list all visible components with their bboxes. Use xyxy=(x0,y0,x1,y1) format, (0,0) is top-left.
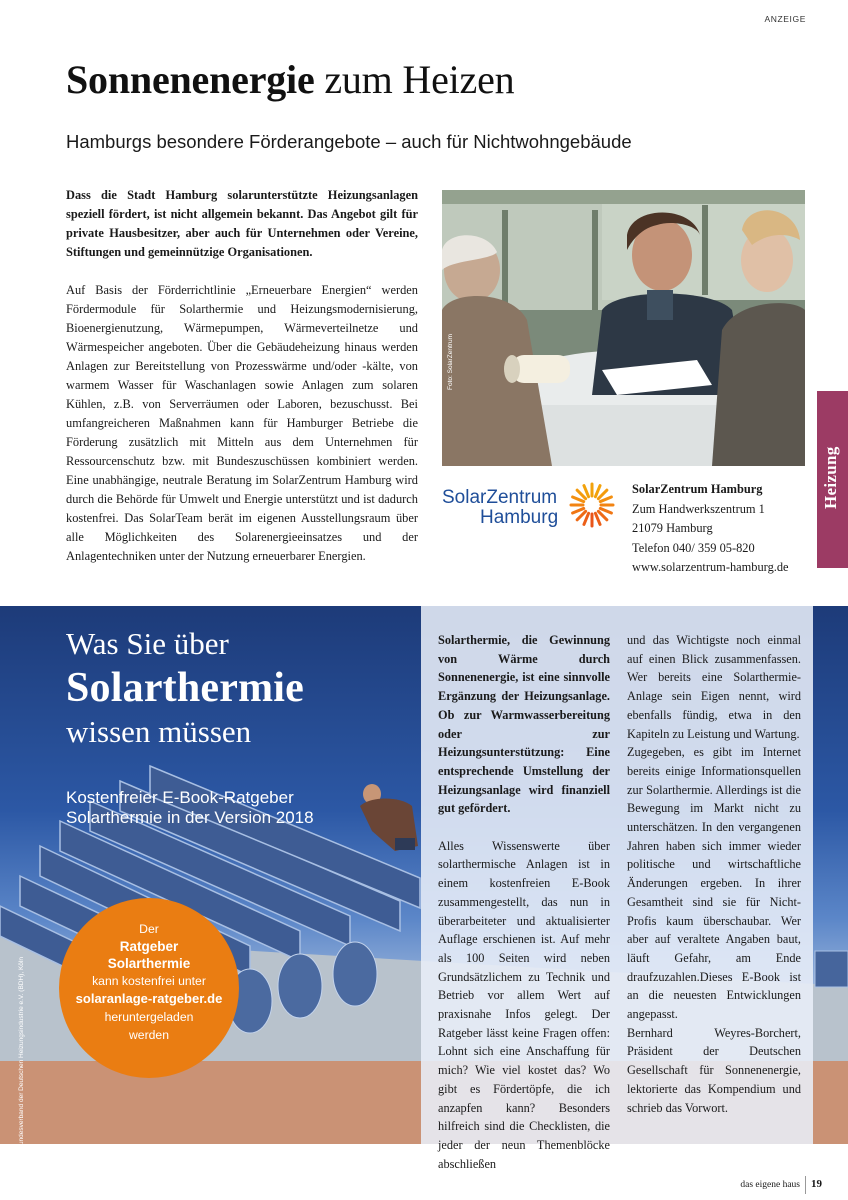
intro-body: Auf Basis der Förderrichtlinie „Erneuerbare Energien“ werden Fördermodule für Solarthermie und Heizungsmodernisierung, Bioenergienutzung, Wärmepumpen, Wärmeverteilnetze und Wärmespeicher angeboten. Über die Gebäudeheizung hinaus werden Anlagen zur Bereitstellung von Prozesswärme und/oder -kälte, von warmem Wasser für Waschanlagen sowie Anlagen zum solaren Kühlen, z.B. von Serverräumen oder Laboren, bezuschusst. Bei umfangreicheren Maßnahmen kann für Hamburger Betriebe die Förderung zusätzlich mit Mitteln aus dem Unternehmen für Ressourcenschutz bzw. mit Bundeszuschüssen kombiniert werden. Eine unabhängige, neutrale Beratung im SolarZentrum Hamburg wird durch die Behörde für Umwelt und Energie unterstützt und ist dadurch kostenfrei. Das SolarTeam berät im eigenen Ausstellungsraum über alle Möglichkeiten des Solarenergieeinsatzes und der Anlagentechniken unter der Nutzung erneuerbarer Energien. xyxy=(66,283,418,563)
contact-address xyxy=(632,480,832,578)
address-phone: Telefon 040/ 359 05-820 xyxy=(632,540,755,555)
subheadline: Hamburgs besondere Förderangebote – auch für Nichtwohngebäude xyxy=(66,131,632,152)
solarzentrum-logo xyxy=(442,482,617,534)
feature-section xyxy=(0,606,848,1171)
feature-photo-credit: Foto: Bundesverband der Deutschen Heizungsindustrie e.V. (BDH), Köln xyxy=(18,957,25,1166)
article-col1-body: Alles Wissenswerte über solarthermische Anlagen ist in einem kostenfreien E-Book zusammengestellt, das nun in überarbeiteter und aktualisierter Auflage erschienen ist. Auf mehr als 100 Seiten wird neben Grundsätzlichem zu Technik und Betrieb vor allem Wert auf praxisnahe Infos gelegt. Der Ratgeber lässt keine Fragen offen: Lohnt sich eine Anschaffung für mich? Wie viel kostet das? Wo gibt es Fördertöpfe, die ich anzapfen kann? Besonders hilfreich sind die Checklisten, die jeder der neun Themenblöcke abschließen xyxy=(438,838,610,1171)
address-web: www.solarzentrum-hamburg.de xyxy=(632,560,789,575)
advertisement-label: ANZEIGE xyxy=(764,14,806,24)
page-number: 19 xyxy=(811,1178,822,1191)
logo-line2: Hamburg xyxy=(480,507,559,528)
feature-title-line3: wissen müssen xyxy=(66,714,252,749)
magazine-name: das eigene haus xyxy=(740,1180,800,1191)
sun-logo-icon xyxy=(569,482,615,528)
photo-credit: Foto: SolarZentrum xyxy=(447,334,454,390)
article-col2-p3: Bernhard Weyres-Borchert, Präsident der Deutschen Gesellschaft für Sonnenenergie, lektorierte das Kompendium und schrieb das Vorwort. xyxy=(627,1025,801,1115)
badge-line5: heruntergeladen xyxy=(104,1010,194,1024)
address-name: SolarZentrum Hamburg xyxy=(632,482,763,496)
ebook-subtitle xyxy=(66,788,314,828)
badge-line4: kann kostenfrei unter xyxy=(92,974,206,988)
address-city: 21079 Hamburg xyxy=(632,521,713,536)
article-col2-p1: und das Wichtigste noch einmal auf einen Blick zusammenfassen. Wer bereits eine Solarthermie-Anlage sein Eigen nennt, wird ebenfalls fündig, etwa in den Kapiteln zu Leistung und Wartung. xyxy=(627,633,801,741)
title-rest: zum Heizen xyxy=(324,57,515,102)
ebook-line2: Solarthermie in der Version 2018 xyxy=(66,808,314,827)
title-bold: Sonnenenergie xyxy=(66,57,315,102)
page-footer xyxy=(740,1176,822,1194)
page-title xyxy=(66,56,514,103)
meeting-illustration xyxy=(442,190,805,466)
logo-line1: SolarZentrum xyxy=(442,487,558,508)
article-column-1 xyxy=(438,631,610,1173)
footer-divider xyxy=(805,1176,806,1194)
ratgeber-badge xyxy=(59,898,239,1078)
badge-url[interactable]: solaranlage-ratgeber.de xyxy=(75,991,223,1006)
feature-title-line1: Was Sie über xyxy=(66,626,229,661)
badge-line6: werden xyxy=(129,1028,169,1042)
badge-line2: Ratgeber xyxy=(119,939,179,954)
feature-title-line2: Solarthermie xyxy=(66,665,304,711)
article-column-2 xyxy=(627,631,801,1117)
feature-title xyxy=(66,626,304,750)
meeting-photo xyxy=(442,190,805,466)
article-col2-p2: Zugegeben, es gibt im Internet bereits einige Informationsquellen zur Solarthermie. Allerdings ist die Bewegung im Markt nicht zu unterschätzen. In den vergangenen Jahren haben sich immer wieder politische und wirtschaftliche Änderungen ergeben. In ihrer Gesamtheit sind sie für Nicht-Profis kaum überschaubar. Wer aber auf veraltete Angaben baut, läuft Gefahr, am Ende draufzuzahlen.Dieses E-Book ist an die neuesten Entwicklungen angepasst. xyxy=(627,745,801,1022)
intro-column xyxy=(66,186,418,566)
intro-lead: Dass die Stadt Hamburg solarunterstützte Heizungsanlagen speziell fördert, ist nicht allgemein bekannt. Das Angebot gilt für private Hausbesitzer, aber auch für Unternehmen oder Vereine, Stiftungen und gemeinnützige Organisationen. xyxy=(66,188,418,259)
ebook-line1: Kostenfreier E-Book-Ratgeber xyxy=(66,788,294,807)
section-tab-label: Heizung xyxy=(821,446,840,509)
badge-line1: Der xyxy=(139,922,159,936)
badge-line3: Solarthermie xyxy=(107,956,191,971)
address-street: Zum Handwerkszentrum 1 xyxy=(632,501,765,516)
section-tab xyxy=(817,391,848,568)
article-lead: Solarthermie, die Gewinnung von Wärme durch Sonnenenergie, ist eine sinnvolle Ergänzung der Heizungsanlage. Ob zur Warmwasserbereitung oder zur Heizungsunterstützung: Eine entsprechende Umstellung der Heizungsanlage wird finanziell gut gefördert. xyxy=(438,633,610,816)
